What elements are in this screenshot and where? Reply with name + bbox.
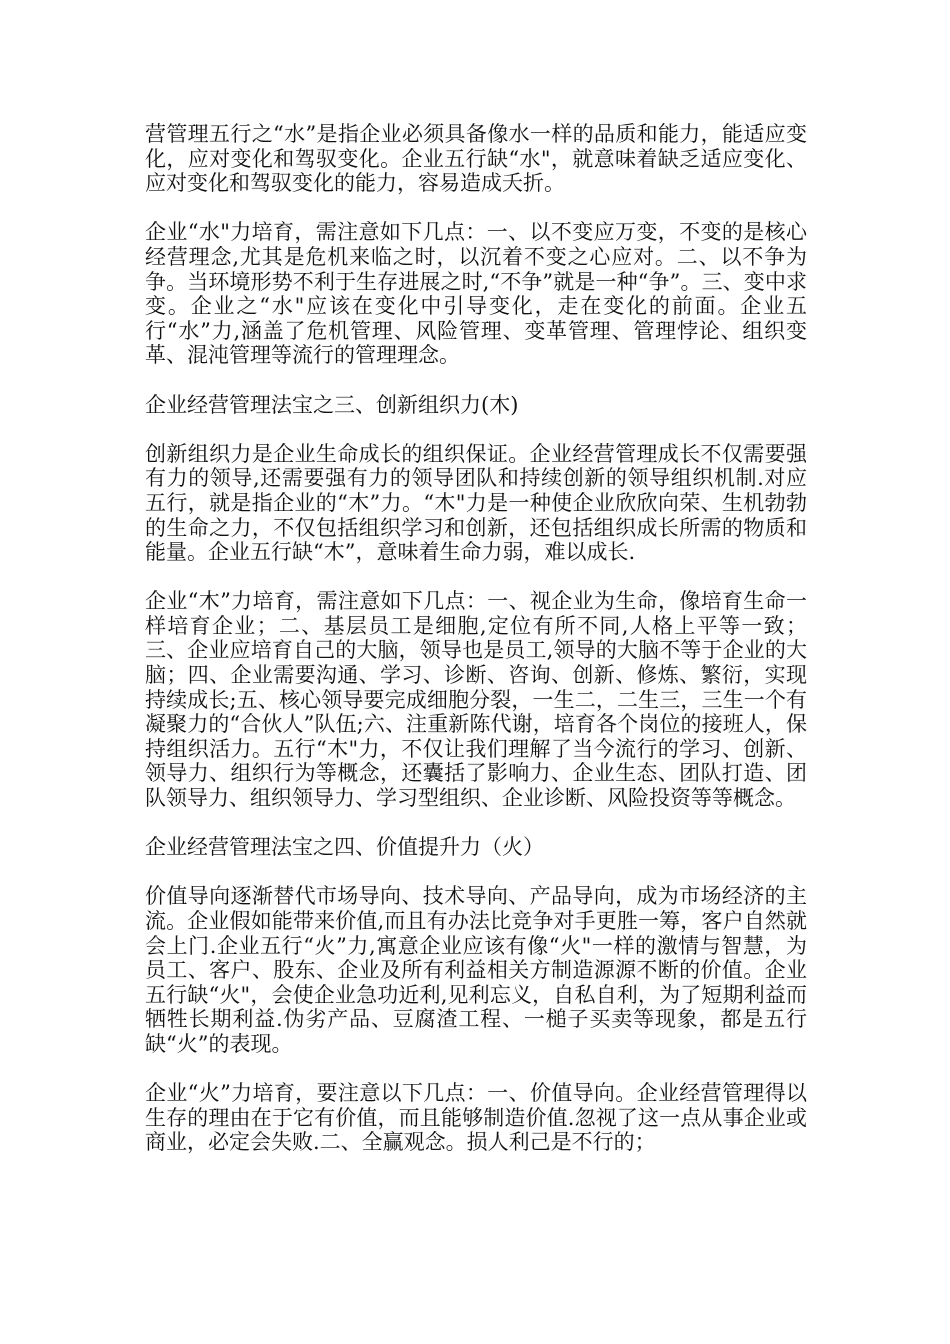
paragraph-wood-definition: 创新组织力是企业生命成长的组织保证。企业经营管理成长不仅需要强有力的领导,还需要强有力的领导团队和持续创新的领导组织机制.对应五行，就是指企业的“木”力。“木"力是一种使企业欣欣向荣、生机勃勃的生命之力，不仅包括组织学习和创新，还包括组织成长所需的物质和能量。企业五行缺“木”，意味着生命力弱，难以成长. xyxy=(145,441,807,565)
section-heading-wood: 企业经营管理法宝之三、创新组织力(木) xyxy=(145,392,519,417)
paragraph-water-definition: 营管理五行之“水”是指企业必须具备像水一样的品质和能力，能适应变化，应对变化和驾驭变化。企业五行缺“水"，就意味着缺乏适应变化、应对变化和驾驭变化的能力，容易造成夭折。 xyxy=(145,122,807,196)
paragraph-water-cultivation: 企业“水"力培育，需注意如下几点：一、以不变应万变，不变的是核心经营理念,尤其是危机来临之时，以沉着不变之心应对。二、以不争为争。当环境形势不利于生存进展之时,“不争”就是一种“争”。三、变中求变。企业之“水"应该在变化中引导变化，走在变化的前面。企业五行“水”力,涵盖了危机管理、风险管理、变革管理、管理悖论、组织变革、混沌管理等流行的管理理念。 xyxy=(145,220,807,368)
paragraph-fire-definition: 价值导向逐渐替代市场导向、技术导向、产品导向，成为市场经济的主流。企业假如能带来价值,而且有办法比竞争对手更胜一筹，客户自然就会上门.企业五行“火”力,寓意企业应该有像“火"一样的激情与智慧，为员工、客户、股东、企业及所有利益相关方制造源源不断的价值。企业五行缺“火"，会使企业急功近利,见利忘义，自私自利，为了短期利益而牺牲长期利益.伪劣产品、豆腐渣工程、一槌子买卖等现象，都是五行缺“火”的表现。 xyxy=(145,884,807,1056)
document-body xyxy=(145,122,807,1180)
section-heading-fire: 企业经营管理法宝之四、价值提升力（火） xyxy=(145,835,544,860)
paragraph-fire-cultivation: 企业“火”力培育，要注意以下几点：一、价值导向。企业经营管理得以生存的理由在于它有价值，而且能够制造价值.忽视了这一点从事企业或商业，必定会失败.二、全赢观念。损人利己是不行的； xyxy=(145,1081,807,1155)
paragraph-wood-cultivation: 企业“木”力培育，需注意如下几点：一、视企业为生命，像培育生命一样培育企业；二、基层员工是细胞,定位有所不同,人格上平等一致；三、企业应培育自己的大脑，领导也是员工,领导的大脑不等于企业的大脑；四、企业需要沟通、学习、诊断、咨询、创新、修炼、繁衍，实现持续成长;五、核心领导要完成细胞分裂，一生二，二生三，三生一个有凝聚力的“合伙人”队伍;六、注重新陈代谢，培育各个岗位的接班人，保持组织活力。五行“木"力，不仅让我们理解了当今流行的学习、创新、领导力、组织行为等概念，还囊括了影响力、企业生态、团队打造、团队领导力、组织领导力、学习型组织、企业诊断、风险投资等等概念。 xyxy=(145,589,807,811)
